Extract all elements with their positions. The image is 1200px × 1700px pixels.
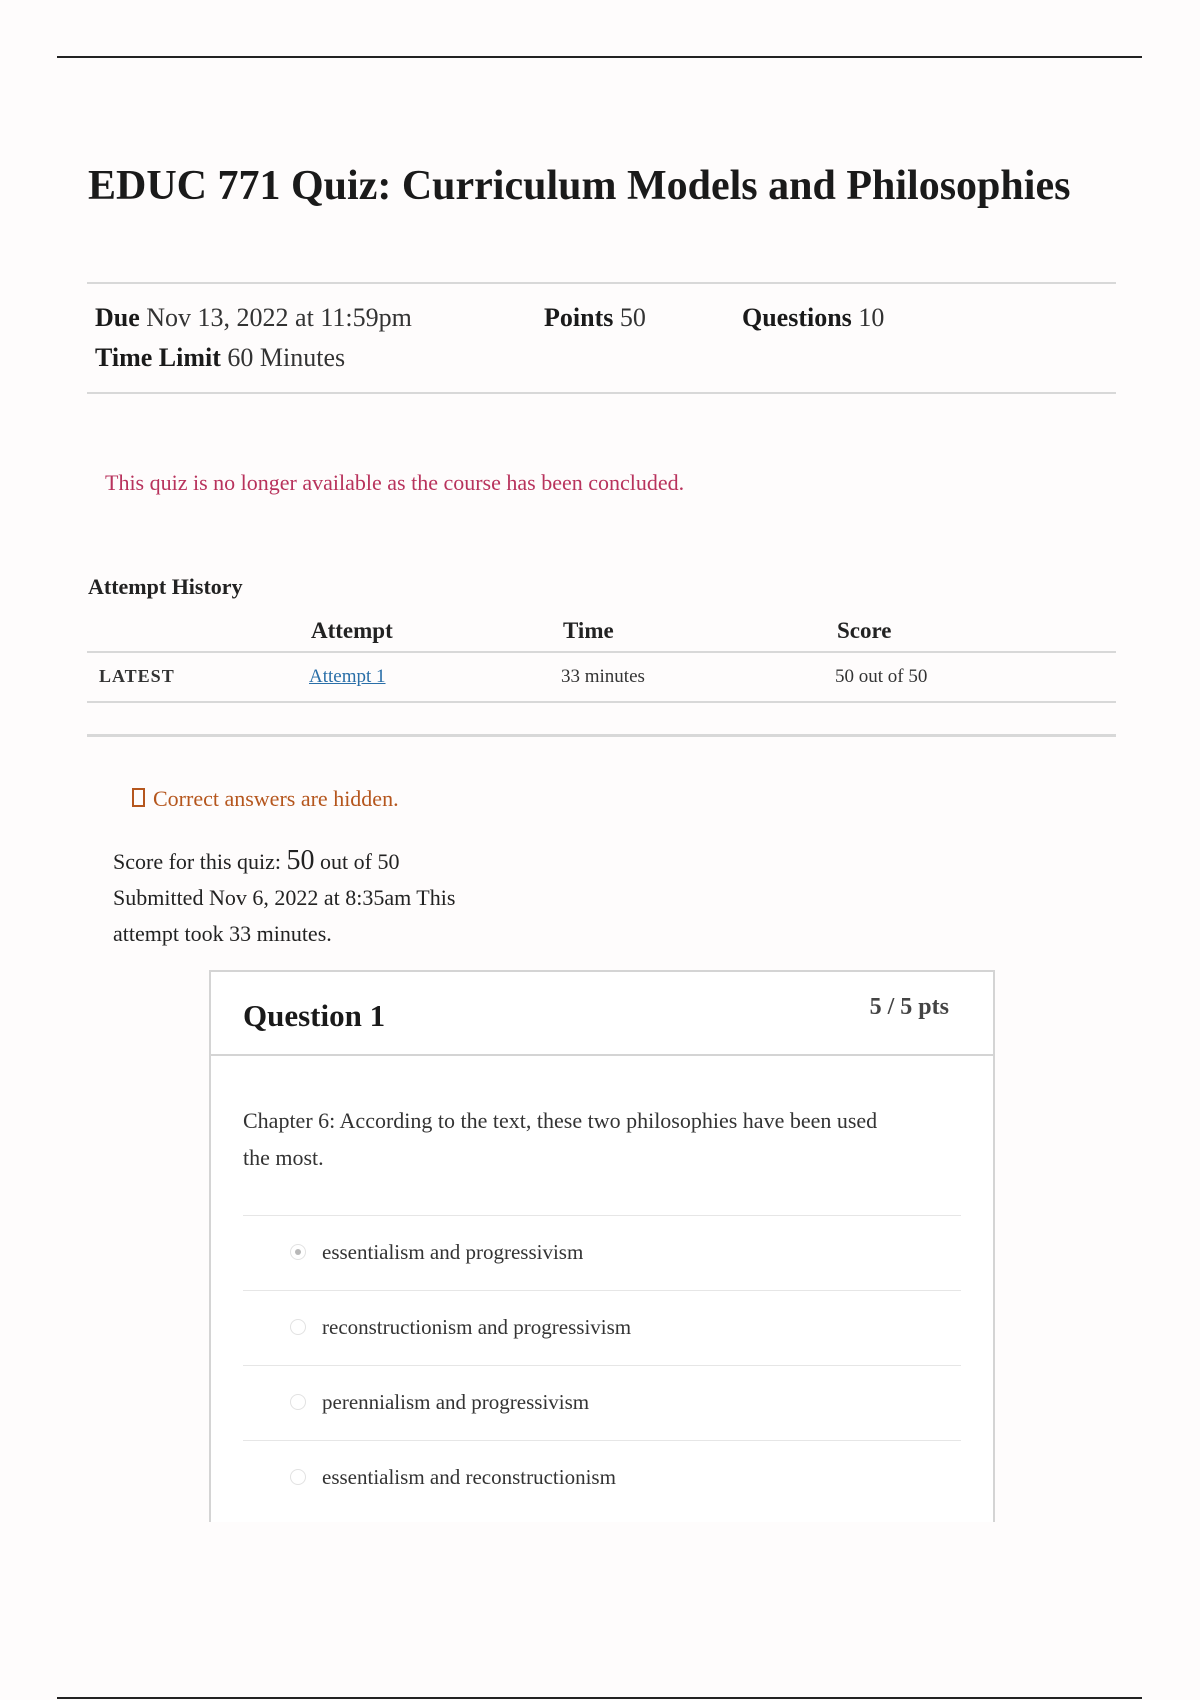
title-divider [87,282,1116,284]
points [544,302,646,334]
score-suffix: out of 50 [320,849,400,874]
question-text: Chapter 6: According to the text, these two philosophies have been used the most. [243,1108,878,1170]
answer-option[interactable] [243,1215,961,1290]
column-header-attempt: Attempt [311,618,393,643]
attempt-time: 33 minutes [561,666,645,687]
answer-label: perennialism and progressivism [322,1390,590,1414]
page-title: EDUC 771 Quiz: Curriculum Models and Philosophies [88,163,1071,209]
time-limit-label: Time Limit [95,343,221,372]
answer-option[interactable] [243,1365,961,1440]
due-value: Nov 13, 2022 at 11:59pm [146,303,412,332]
answer-radio[interactable] [290,1394,306,1410]
question-points: 5 / 5 pts [869,994,949,1020]
question-header [211,972,993,1056]
meta-divider [87,392,1116,394]
time-limit-value: 60 Minutes [227,343,346,372]
score-line [113,843,455,880]
time-limit [95,342,345,374]
column-header-score: Score [837,618,892,643]
answer-option[interactable] [243,1440,961,1515]
table-header-divider [87,651,1116,653]
answer-label: reconstructionism and progressivism [322,1315,632,1339]
score-value: 50 [286,845,315,876]
correct-answers-hidden-text: Correct answers are hidden. [153,786,399,811]
answer-option[interactable] [243,1290,961,1365]
points-value: 50 [619,303,646,332]
answer-radio[interactable] [290,1319,306,1335]
answer-radio[interactable] [290,1244,306,1260]
quiz-summary [113,843,455,952]
page-top-rule [57,56,1142,58]
attempt-history-heading: Attempt History [88,574,243,599]
column-header-time: Time [563,618,614,643]
questions-count [742,302,884,334]
duration-line: attempt took 33 minutes. [113,921,332,946]
question-card [209,970,995,1522]
due-label: Due [95,303,140,332]
latest-tag: LATEST [99,666,175,686]
points-label: Points [544,303,614,332]
answer-label: essentialism and reconstructionism [322,1465,616,1489]
answer-radio[interactable] [290,1469,306,1485]
section-divider [87,734,1116,737]
page-bottom-rule [57,1697,1142,1699]
questions-label: Questions [742,303,852,332]
warning-icon [132,788,145,807]
question-title: Question 1 [243,998,386,1033]
score-prefix: Score for this quiz: [113,849,282,874]
submitted-line: Submitted Nov 6, 2022 at 8:35am This [113,885,456,910]
questions-value: 10 [858,303,885,332]
attempt-score: 50 out of 50 [835,666,928,687]
due-date [95,302,412,334]
attempt-1-link[interactable]: Attempt 1 [309,666,386,687]
correct-answers-hidden-note [132,786,399,812]
unavailable-notice: This quiz is no longer available as the course has been concluded. [105,470,685,495]
table-row-divider [87,701,1116,703]
answer-label: essentialism and progressivism [322,1240,584,1264]
